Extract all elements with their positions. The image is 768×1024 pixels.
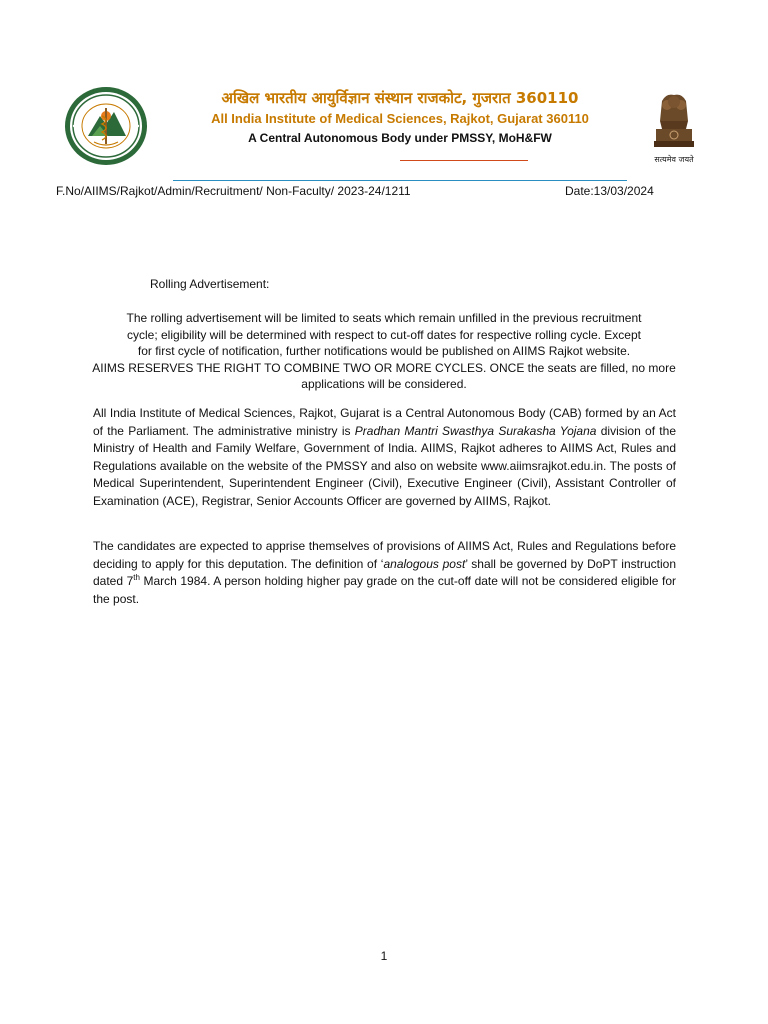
paragraph-text: division of the Ministry of Health and Family Welfare, Government of India. AIIMS, Rajkot adheres to AIIMS Act, Rules and Regulations available on the website of the PMSSY and also on website www.aiimsrajkot.edu.in. The posts of Medical Superintendent, Superintendent Engineer (Civil), Executive Engineer (Civil), Assistant Controller of Examination (ACE), Registrar, Senior Accounts Officer are governed by AIIMS, Rajkot. (93, 423, 676, 508)
rolling-line: AIIMS RESERVES THE RIGHT TO COMBINE TWO OR MORE CYCLES. ONCE the seats are filled, no more (92, 360, 676, 375)
scheme-name: Pradhan Mantri Swasthya Surakasha Yojana (354, 423, 597, 438)
analogous-post-term: analogous post (383, 556, 466, 571)
header-divider-long (173, 180, 627, 181)
institute-title-english: All India Institute of Medical Sciences, Rajkot, Gujarat 360110 (211, 111, 589, 126)
rolling-line: for first cycle of notification, further notifications would be published on AIIMS Rajkot website. (137, 344, 631, 358)
paragraph-text: ’ shall be governed by DoPT instruction dated 7 (93, 556, 676, 588)
rolling-line: cycle; eligibility will be determined with respect to cut-off dates for respective rolling cycle. Except (126, 327, 641, 342)
page-number: 1 (380, 949, 388, 963)
paragraph-text: March 1984. A person holding higher pay grade on the cut-off date will not be considered eligible for the post. (93, 574, 676, 606)
rolling-advertisement-heading: Rolling Advertisement: (150, 277, 270, 291)
header-divider-short (400, 160, 528, 161)
paragraph-text: The candidates are expected to apprise themselves of provisions of AIIMS Act, Rules and Regulations before deciding to apply for this deputation. The definition of ‘ (93, 539, 676, 571)
emblem-motto: सत्यमेव जयते (654, 155, 694, 164)
document-date: Date:13/03/2024 (565, 184, 654, 198)
rolling-line: applications will be considered. (301, 377, 467, 391)
institute-subtitle: A Central Autonomous Body under PMSSY, MoH&FW (248, 131, 552, 145)
aiims-logo-icon (64, 86, 148, 166)
eligibility-paragraph (93, 538, 676, 608)
institute-description-paragraph (93, 405, 676, 510)
institute-title-hindi: अखिल भारतीय आयुर्विज्ञान संस्थान राजकोट, गुजरात 360110 (221, 89, 579, 107)
rolling-advertisement-text (92, 310, 676, 393)
ordinal-suffix: th (133, 573, 140, 582)
paragraph-text: All India Institute of Medical Sciences, Rajkot, Gujarat is a Central Autonomous Body (CAB) formed by an Act of the Parliament. The administrative ministry is (93, 406, 676, 438)
rolling-line: The rolling advertisement will be limited to seats which remain unfilled in the previous recruitment (126, 311, 642, 325)
file-number: F.No/AIIMS/Rajkot/Admin/Recruitment/ Non-Faculty/ 2023-24/1211 (56, 184, 411, 198)
